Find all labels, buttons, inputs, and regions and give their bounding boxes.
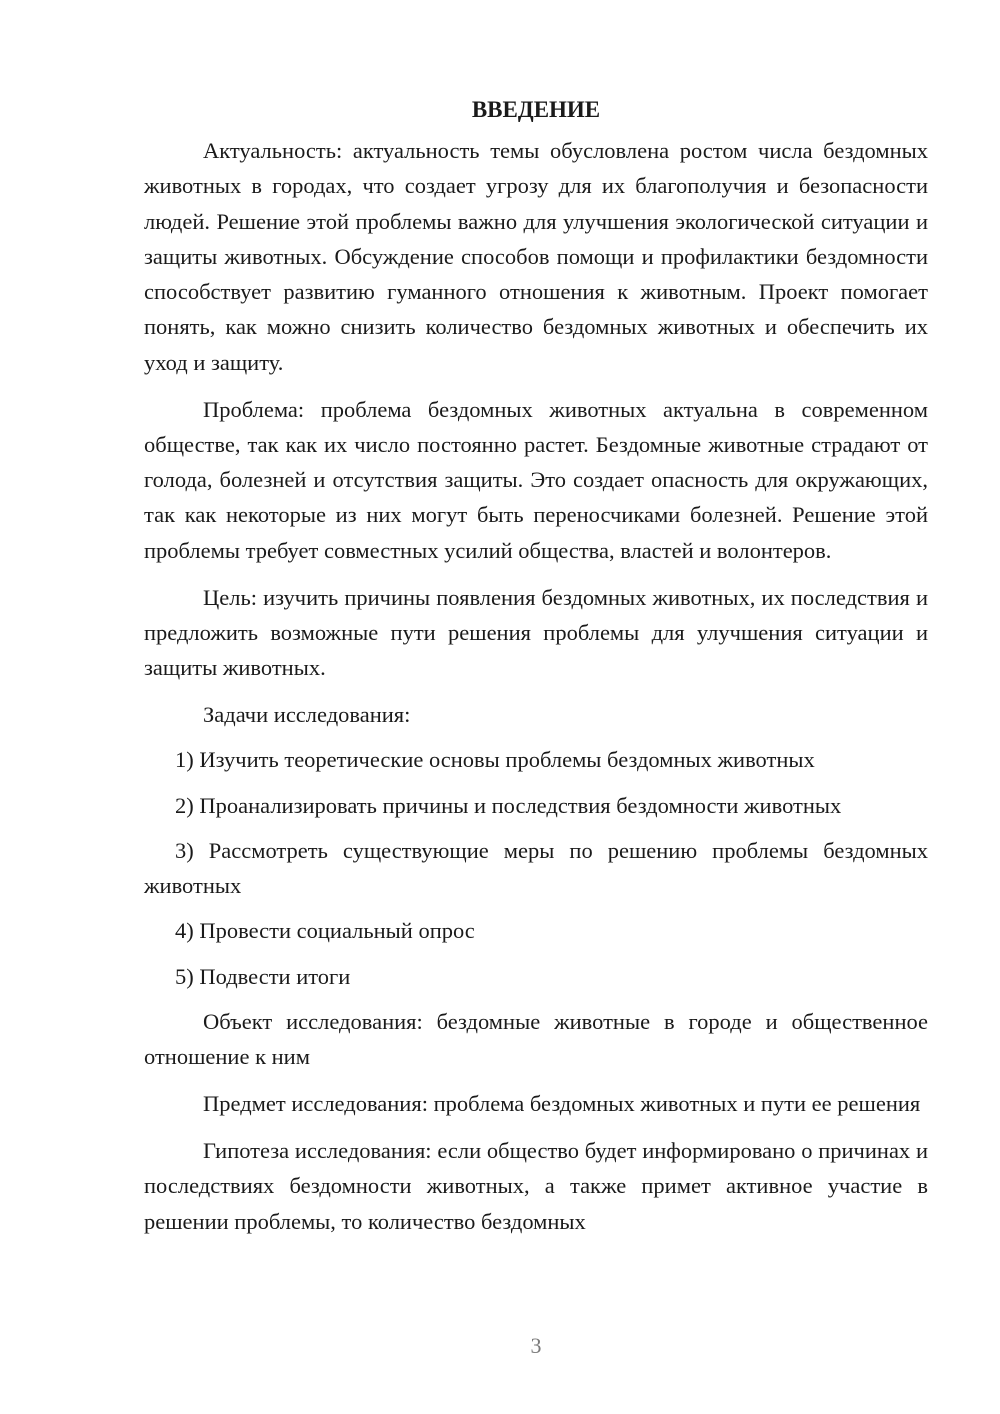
page-number: 3 (530, 1333, 542, 1358)
paragraph-object: Объект исследования: бездомные животные в городе и общественное отношение к ним (144, 1009, 928, 1070)
list-item: 3) Рассмотреть существующие меры по решению проблемы бездомных животных (144, 837, 928, 899)
tasks-heading: Задачи исследования: (203, 701, 411, 727)
paragraph-relevance: Актуальность: актуальность темы обусловлена ростом числа бездомных животных в городах, что создает угрозу для их благополучия и безопасности людей. Решение этой проблемы важно для улучшения экологической ситуации и защиты животных. Обсуждение способов помощи и профилактики бездомности способствует развитию гуманного отношения к животным. Проект помогает понять, как можно снизить количество бездомных животных и обеспечить их уход и защиту. (144, 138, 928, 375)
paragraph-subject: Предмет исследования: проблема бездомных животных и пути ее решения (203, 1091, 921, 1117)
list-item: 5) Подвести итоги (175, 963, 351, 989)
paragraph-goal: Цель: изучить причины появления бездомных животных, их последствия и предложить возможные пути решения проблемы для улучшения ситуации и защиты животных. (144, 584, 928, 681)
tasks-list (144, 742, 928, 994)
list-item: 1) Изучить теоретические основы проблемы бездомных животных (175, 747, 815, 773)
list-item: 2) Проанализировать причины и последствия бездомности животных (175, 792, 842, 818)
page-content (144, 92, 928, 1250)
page-title: ВВЕДЕНИЕ (471, 97, 601, 122)
paragraph-hypothesis: Гипотеза исследования: если общество будет информировано о причинах и последствиях бездомности животных, а также примет активное участие в решении проблемы, то количество бездомных (144, 1137, 928, 1234)
list-item: 4) Провести социальный опрос (175, 918, 475, 944)
paragraph-problem: Проблема: проблема бездомных животных актуальна в современном обществе, так как их число постоянно растет. Бездомные животные страдают от голода, болезней и отсутствия защиты. Это создает опасность для окружающих, так как некоторые из них могут быть переносчиками болезней. Решение этой проблемы требует совместных усилий общества, властей и волонтеров. (144, 396, 928, 563)
